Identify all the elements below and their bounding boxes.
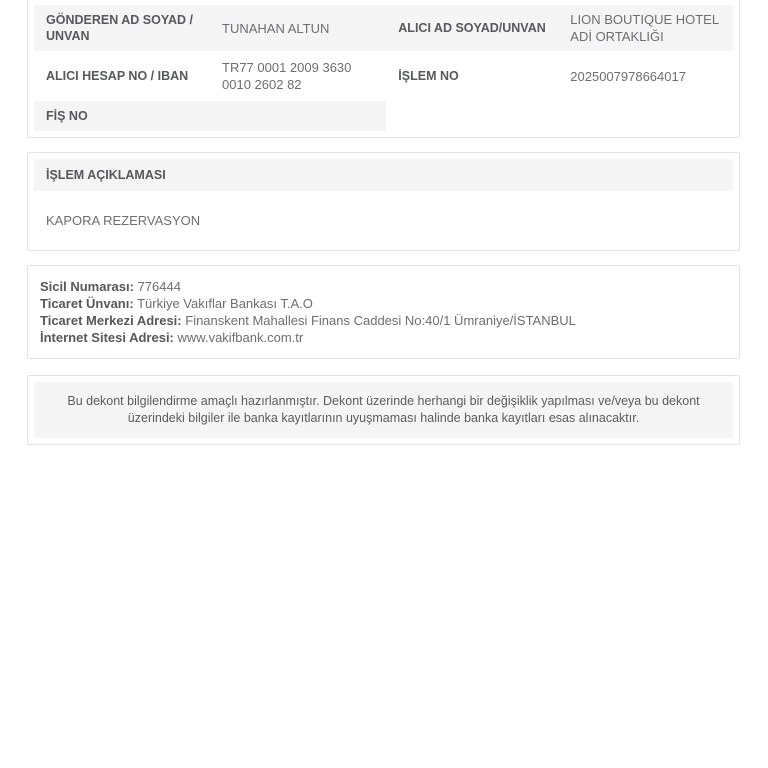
table-row-receipt-no bbox=[34, 101, 386, 131]
table-row-receiver bbox=[386, 5, 733, 51]
transaction-no-label: İŞLEM NO bbox=[398, 69, 459, 83]
transaction-no-value: 2025007978664017 bbox=[570, 68, 686, 84]
trade-name-value: Türkiye Vakıflar Bankası T.A.O bbox=[137, 296, 313, 311]
bank-address-line bbox=[40, 312, 727, 329]
details-table-right bbox=[386, 5, 733, 131]
receiver-iban-label: ALICI HESAP NO / IBAN bbox=[46, 69, 189, 83]
transaction-description-card bbox=[27, 152, 740, 251]
table-row-sender bbox=[34, 5, 386, 51]
bank-info-card bbox=[27, 265, 740, 359]
bank-website-line bbox=[40, 329, 727, 346]
receiver-name-value: LION BOUTIQUE HOTEL ADİ ORTAKLIĞI bbox=[570, 12, 719, 44]
transaction-details-card bbox=[27, 0, 740, 138]
receiver-name-label: ALICI AD SOYAD/UNVAN bbox=[398, 21, 546, 35]
receiver-iban-value: TR77 0001 2009 3630 0010 2602 82 bbox=[222, 60, 352, 92]
table-row-transaction-no bbox=[386, 51, 733, 101]
bank-trade-name-line bbox=[40, 295, 727, 312]
details-table-left bbox=[34, 5, 386, 131]
disclaimer-text: Bu dekont bilgilendirme amaçlı hazırlanmıştır. Dekont üzerinde herhangi bir değişiklik yapılması ve/veya bu dekont üzerindeki bilgiler ile banka kayıtlarının uyuşmaması halinde banka kayıtları esas alınacaktır. bbox=[34, 382, 733, 438]
table-row-iban bbox=[34, 51, 386, 101]
sender-name-value: TUNAHAN ALTUN bbox=[222, 20, 330, 36]
transaction-description-header: İŞLEM AÇIKLAMASI bbox=[34, 159, 733, 191]
registry-number-label: Sicil Numarası: bbox=[40, 279, 134, 294]
website-value: www.vakifbank.com.tr bbox=[177, 330, 304, 345]
details-table bbox=[34, 5, 733, 131]
sender-name-label: GÖNDEREN AD SOYAD / UNVAN bbox=[46, 13, 194, 43]
registry-number-value: 776444 bbox=[137, 279, 181, 294]
trade-address-label: Ticaret Merkezi Adresi: bbox=[40, 313, 182, 328]
bank-registry-number-line bbox=[40, 278, 727, 295]
receipt-no-value bbox=[222, 110, 386, 122]
transaction-description-value: KAPORA REZERVASYON bbox=[46, 213, 201, 228]
receipt-no-label: FİŞ NO bbox=[46, 109, 88, 123]
disclaimer-card bbox=[27, 375, 740, 445]
website-label: İnternet Sitesi Adresi: bbox=[40, 330, 174, 345]
trade-address-value: Finanskent Mahallesi Finans Caddesi No:40/1 Ümraniye/İSTANBUL bbox=[185, 313, 576, 328]
trade-name-label: Ticaret Ünvanı: bbox=[40, 296, 134, 311]
